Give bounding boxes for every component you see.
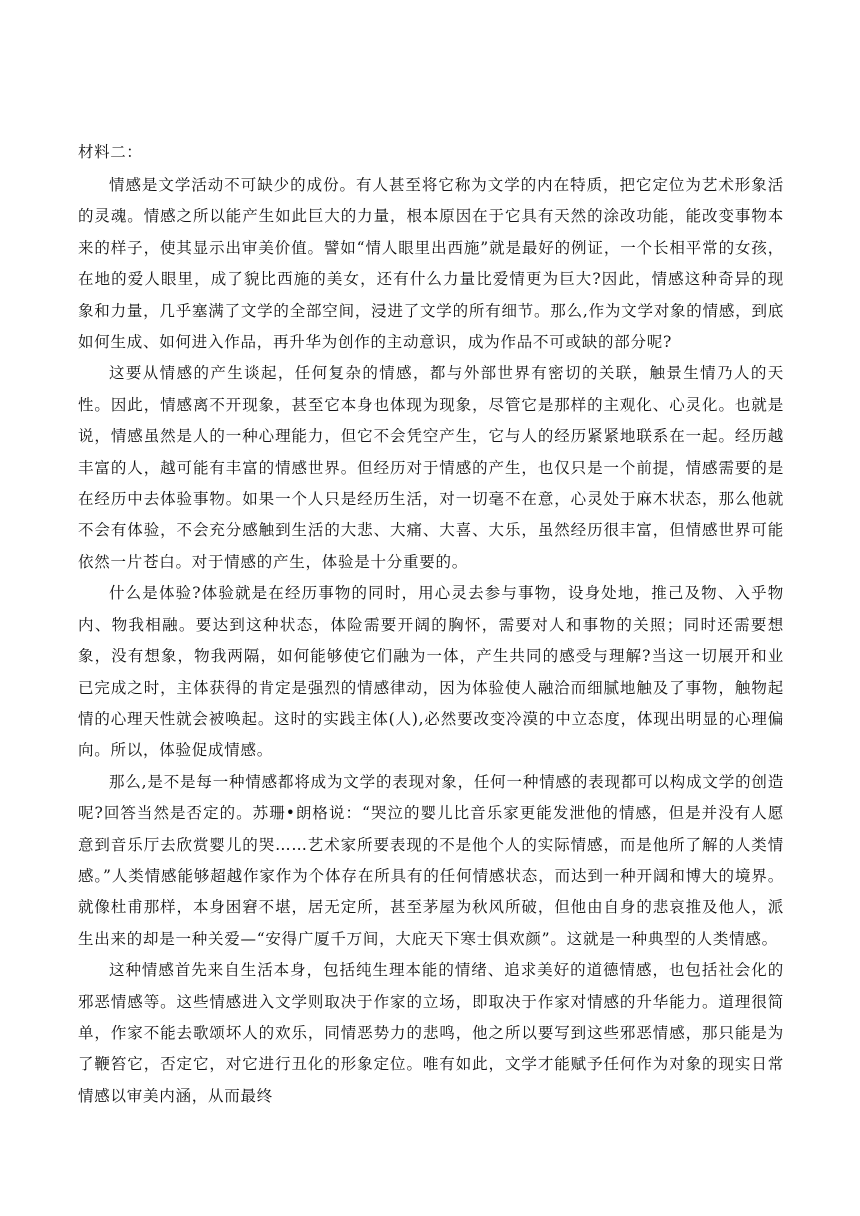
paragraph-2: 这要从情感的产生谈起，任何复杂的情感，都与外部世界有密切的关联，触景生情乃人的天性。因此，情感离不开现象，甚至它本身也体现为现象，尽管它是那样的主观化、心灵化。也就是说，情感虽然是人的一种心理能力，但它不会凭空产生，它与人的经历紧紧地联系在一起。经历越丰富的人，越可能有丰富的情感世界。但经历对于情感的产生，也仅只是一个前提，情感需要的是在经历中去体验事物。如果一个人只是经历生活，对一切毫不在意，心灵处于麻木状态，那么他就不会有体验，不会充分感触到生活的大悲、大痛、大喜、大乐，虽然经历很丰富，但情感世界可能依然一片苍白。对于情感的产生，体验是十分重要的。 (78, 364, 784, 571)
paragraph-3: 什么是体验?体验就是在经历事物的同时，用心灵去参与事物，设身处地，推己及物、入乎物内、物我相融。要达到这种状态，体险需要开阔的胸怀，需要对人和事物的关照；同时还需要想象，没有想象，物我两隔，如何能够使它们融为一体，产生共同的感受与理解?当这一切展开和业已完成之时，主体获得的肯定是强烈的情感律动，因为体验使人融洽而细腻地触及了事物，触物起情的心理天性就会被唤起。这时的实践主体(人),必然要改变冷漠的中立态度，体现出明显的心理偏向。所以，体验促成情感。 (78, 584, 784, 760)
document-page (78, 142, 784, 1112)
paragraph-1: 情感是文学活动不可缺少的成份。有人甚至将它称为文学的内在特质，把它定位为艺术形象活的灵魂。情感之所以能产生如此巨大的力量，根本原因在于它具有天然的涂改功能，能改变事物本来的样子，使其显示出审美价值。譬如“情人眼里出西施”就是最好的例证，一个长相平常的女孩，在地的爱人眼里，成了貌比西施的美女，还有什么力量比爱情更为巨大?因此，情感这种奇异的现象和力量，几乎塞满了文学的全部空间，浸进了文学的所有细节。那么,作为文学对象的情感，到底如何生成、如何进入作品，再升华为创作的主动意识，成为作品不可或缺的部分呢? (78, 176, 784, 352)
paragraph-4: 那么,是不是每一种情感都将成为文学的表现对象，任何一种情感的表现都可以构成文学的创造呢?回答当然是否定的。苏珊•朗格说：“哭泣的婴儿比音乐家更能发泄他的情感，但是并没有人愿意到音乐厅去欣赏婴儿的哭……艺术家所要表现的不是他个人的实际情感，而是他所了解的人类情感。”人类情感能够超越作家作为个体存在所具有的任何情感状态，而达到一种开阔和博大的境界。就像杜甫那样，本身困窘不堪，居无定所，甚至茅屋为秋风所破，但他由自身的悲哀推及他人，派生出来的却是一种关爱—“安得广厦千万间，大庇天下寒士俱欢颜”。这就是一种典型的人类情感。 (78, 772, 784, 948)
section-heading: 材料二： (78, 143, 143, 161)
paragraph-5: 这种情感首先来自生活本身，包括纯生理本能的情绪、追求美好的道德情感，也包括社会化的邪恶情感等。这些情感进入文学则取决于作家的立场，即取决于作家对情感的升华能力。道理很简单，作家不能去歌颂坏人的欢乐，同情恶势力的悲鸣，他之所以要写到这些邪恶情感，那只能是为了鞭笞它，否定它，对它进行丑化的形象定位。唯有如此，文学才能赋予任何作为对象的现实日常情感以审美内涵，从而最终 (78, 961, 784, 1105)
